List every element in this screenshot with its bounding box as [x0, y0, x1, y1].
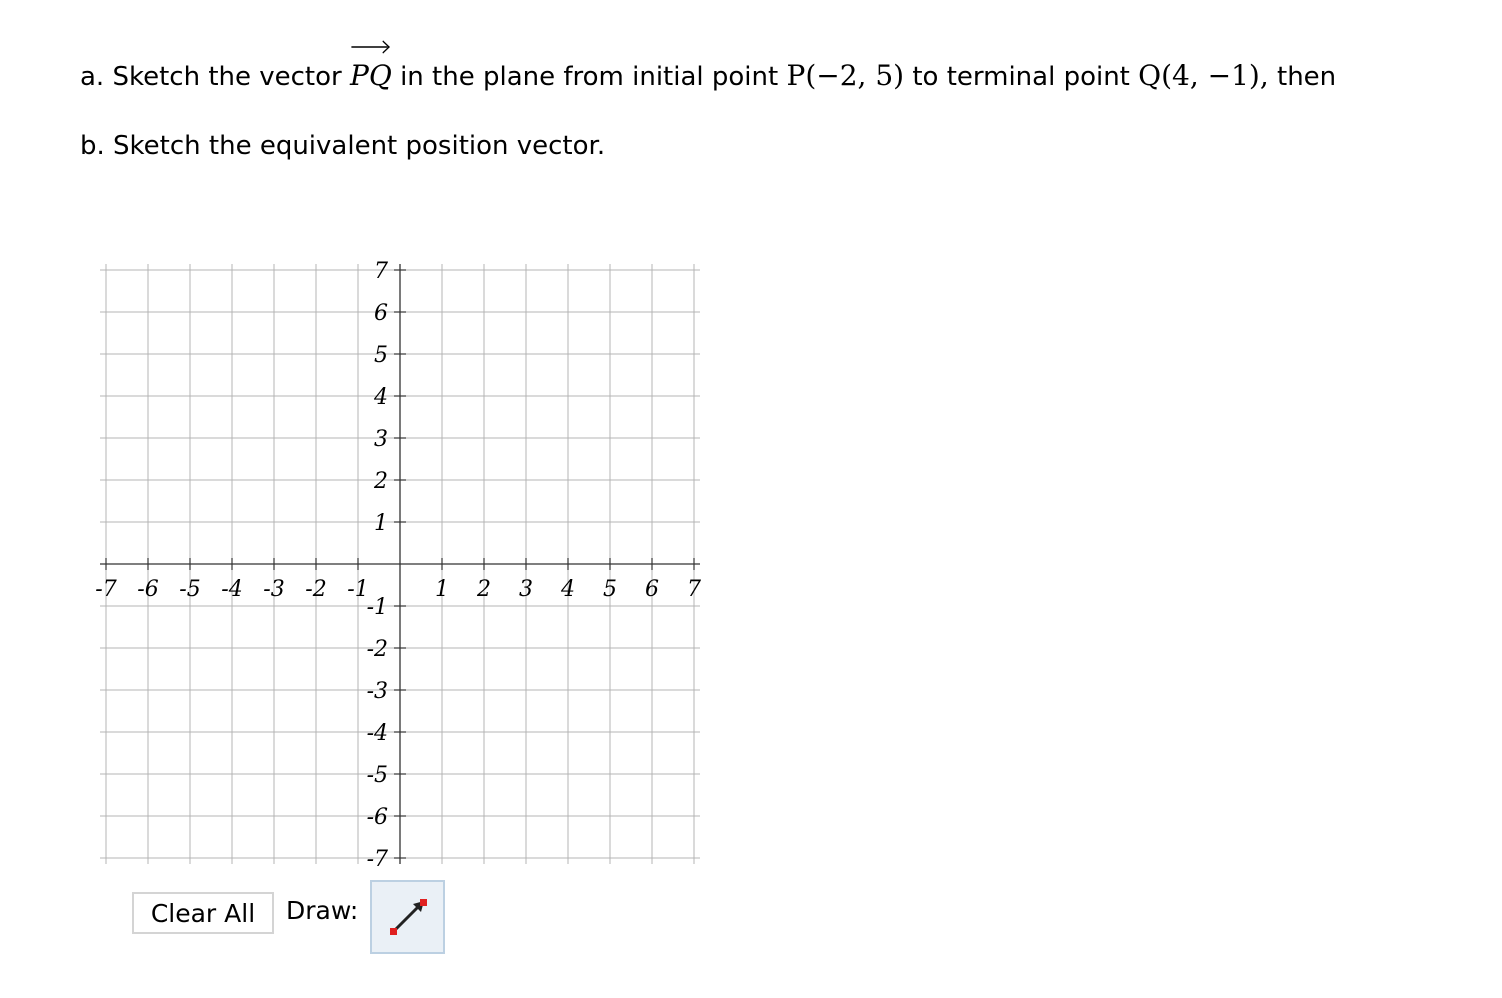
- x-tick-label: -1: [347, 577, 369, 602]
- point-p: P(−2, 5): [786, 59, 905, 92]
- x-tick-label: -5: [179, 577, 201, 602]
- y-tick-label: 5: [374, 343, 388, 368]
- y-tick-label: -3: [366, 679, 388, 704]
- x-tick-label: 3: [519, 577, 533, 602]
- y-tick-label: -2: [366, 637, 388, 662]
- x-tick-label: -7: [95, 577, 117, 602]
- x-tick-label: -4: [221, 577, 243, 602]
- x-tick-label: 6: [645, 577, 659, 602]
- part-a-middle: in the plane from initial point: [400, 62, 779, 92]
- point-q: Q(4, −1),: [1138, 59, 1269, 92]
- vector-arrow-icon: [350, 38, 392, 54]
- y-tick-label: 3: [374, 427, 388, 452]
- x-tick-label: 5: [603, 577, 617, 602]
- question-part-b: b. Sketch the equivalent position vector.: [80, 131, 606, 161]
- y-tick-label: 1: [374, 511, 388, 536]
- part-a-prefix: a. Sketch the vector: [80, 62, 342, 92]
- x-tick-label: -2: [305, 577, 327, 602]
- vector-arrow-icon: [386, 895, 430, 939]
- y-tick-label: -4: [366, 721, 388, 746]
- y-tick-label: 4: [374, 385, 388, 410]
- y-tick-label: -1: [366, 595, 388, 620]
- vector-pq-label: PQ: [350, 59, 392, 92]
- y-tick-label: -6: [366, 805, 388, 830]
- clear-all-button[interactable]: Clear All: [132, 892, 274, 934]
- part-a-suffix: then: [1277, 62, 1337, 92]
- x-tick-label: 2: [477, 577, 491, 602]
- x-tick-label: 1: [435, 577, 449, 602]
- x-tick-label: 4: [561, 577, 575, 602]
- y-tick-label: -7: [366, 847, 388, 872]
- y-tick-label: -5: [366, 763, 388, 788]
- y-tick-label: 7: [374, 259, 388, 284]
- x-tick-label: -3: [263, 577, 285, 602]
- vector-tool-button[interactable]: [370, 880, 445, 954]
- coordinate-plane[interactable]: [95, 252, 740, 882]
- x-tick-label: -6: [137, 577, 159, 602]
- vector-pq: [350, 56, 392, 96]
- question-part-a: [80, 56, 1336, 97]
- draw-label: Draw:: [286, 896, 359, 925]
- y-tick-label: 6: [374, 301, 388, 326]
- y-tick-label: 2: [374, 469, 388, 494]
- x-tick-label: 7: [687, 577, 701, 602]
- part-a-to: to terminal point: [912, 62, 1130, 92]
